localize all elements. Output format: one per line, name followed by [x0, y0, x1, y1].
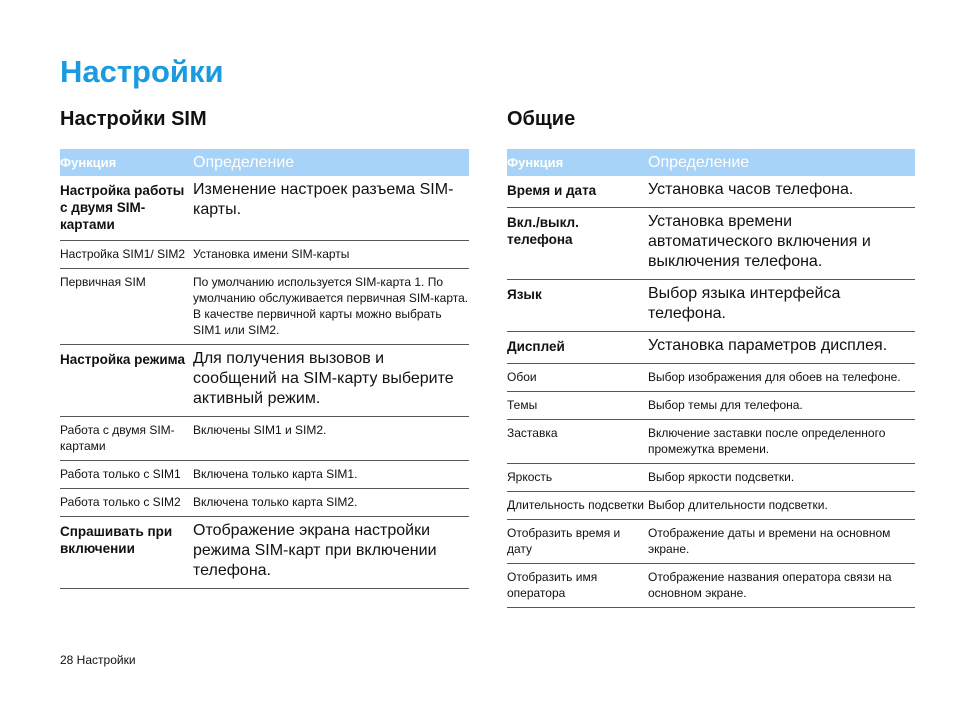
- table-row: [507, 208, 915, 280]
- row-definition: Выбор темы для телефона.: [648, 392, 915, 420]
- row-function: Время и дата: [507, 176, 648, 208]
- row-definition: Выбор яркости подсветки.: [648, 464, 915, 492]
- row-definition: Выбор языка интерфейса телефона.: [648, 280, 915, 332]
- sim-settings-table: [60, 149, 469, 589]
- page-footer: 28 Настройки: [60, 653, 136, 667]
- row-definition: Включение заставки после определенного промежутка времени.: [648, 420, 915, 464]
- table-row: [507, 492, 915, 520]
- table-row: [507, 464, 915, 492]
- page-title: Настройки: [60, 54, 224, 89]
- table-header: [60, 149, 469, 176]
- row-function: Отобразить имя оператора: [507, 564, 648, 608]
- table-row: [507, 520, 915, 564]
- sim-settings-heading: Настройки SIM: [60, 108, 207, 130]
- header-function: Функция: [507, 155, 564, 170]
- table-row: [60, 461, 469, 489]
- table-row: [60, 517, 469, 589]
- row-function: Первичная SIM: [60, 269, 193, 345]
- row-definition: Включена только карта SIM1.: [193, 461, 469, 489]
- row-definition: Включены SIM1 и SIM2.: [193, 417, 469, 461]
- header-function: Функция: [60, 155, 117, 170]
- row-definition: Отображение названия оператора связи на основном экране.: [648, 564, 915, 608]
- row-definition: Установка времени автоматического включения и выключения телефона.: [648, 208, 915, 280]
- row-definition: Установка параметров дисплея.: [648, 332, 915, 364]
- table-row: [507, 420, 915, 464]
- row-function: Темы: [507, 392, 648, 420]
- row-definition: Выбор изображения для обоев на телефоне.: [648, 364, 915, 392]
- row-function: Настройка SIM1/ SIM2: [60, 241, 193, 269]
- table-row: [60, 176, 469, 241]
- table-row: [60, 241, 469, 269]
- row-function: Работа с двумя SIM-картами: [60, 417, 193, 461]
- general-settings-heading: Общие: [507, 108, 576, 130]
- header-definition: Определение: [648, 153, 750, 171]
- row-definition: Отображение даты и времени на основном экране.: [648, 520, 915, 564]
- table-row: [60, 489, 469, 517]
- row-function: Спрашивать при включении: [60, 517, 193, 589]
- row-function: Работа только с SIM2: [60, 489, 193, 517]
- row-function: Яркость: [507, 464, 648, 492]
- table-row: [60, 345, 469, 417]
- table-row: [60, 269, 469, 345]
- row-definition: Установка имени SIM-карты: [193, 241, 469, 269]
- row-definition: Включена только карта SIM2.: [193, 489, 469, 517]
- row-definition: Изменение настроек разъема SIM-карты.: [193, 176, 469, 241]
- general-settings-section: [507, 106, 915, 608]
- table-row: [507, 280, 915, 332]
- row-definition: Выбор длительности подсветки.: [648, 492, 915, 520]
- table-row: [507, 176, 915, 208]
- row-function: Настройка режима: [60, 345, 193, 417]
- row-function: Работа только с SIM1: [60, 461, 193, 489]
- row-definition: Для получения вызовов и сообщений на SIM-карту выберите активный режим.: [193, 345, 469, 417]
- table-row: [507, 332, 915, 364]
- row-function: Обои: [507, 364, 648, 392]
- table-row: [507, 392, 915, 420]
- table-row: [507, 564, 915, 608]
- row-definition: Установка часов телефона.: [648, 176, 915, 208]
- row-definition: По умолчанию используется SIM-карта 1. По умолчанию обслуживается первичная SIM-карта. В качестве первичной карты можно выбрать SIM1 или SIM2.: [193, 269, 469, 345]
- row-function: Вкл./выкл. телефона: [507, 208, 648, 280]
- table-row: [507, 364, 915, 392]
- row-definition: Отображение экрана настройки режима SIM-карт при включении телефона.: [193, 517, 469, 589]
- row-function: Длительность подсветки: [507, 492, 648, 520]
- table-header: [507, 149, 915, 176]
- row-function: Заставка: [507, 420, 648, 464]
- table-row: [60, 417, 469, 461]
- sim-settings-section: [60, 106, 469, 589]
- row-function: Настройка работы с двумя SIM-картами: [60, 176, 193, 241]
- row-function: Дисплей: [507, 332, 648, 364]
- row-function: Язык: [507, 280, 648, 332]
- header-definition: Определение: [193, 153, 295, 171]
- row-function: Отобразить время и дату: [507, 520, 648, 564]
- general-settings-table: [507, 149, 915, 608]
